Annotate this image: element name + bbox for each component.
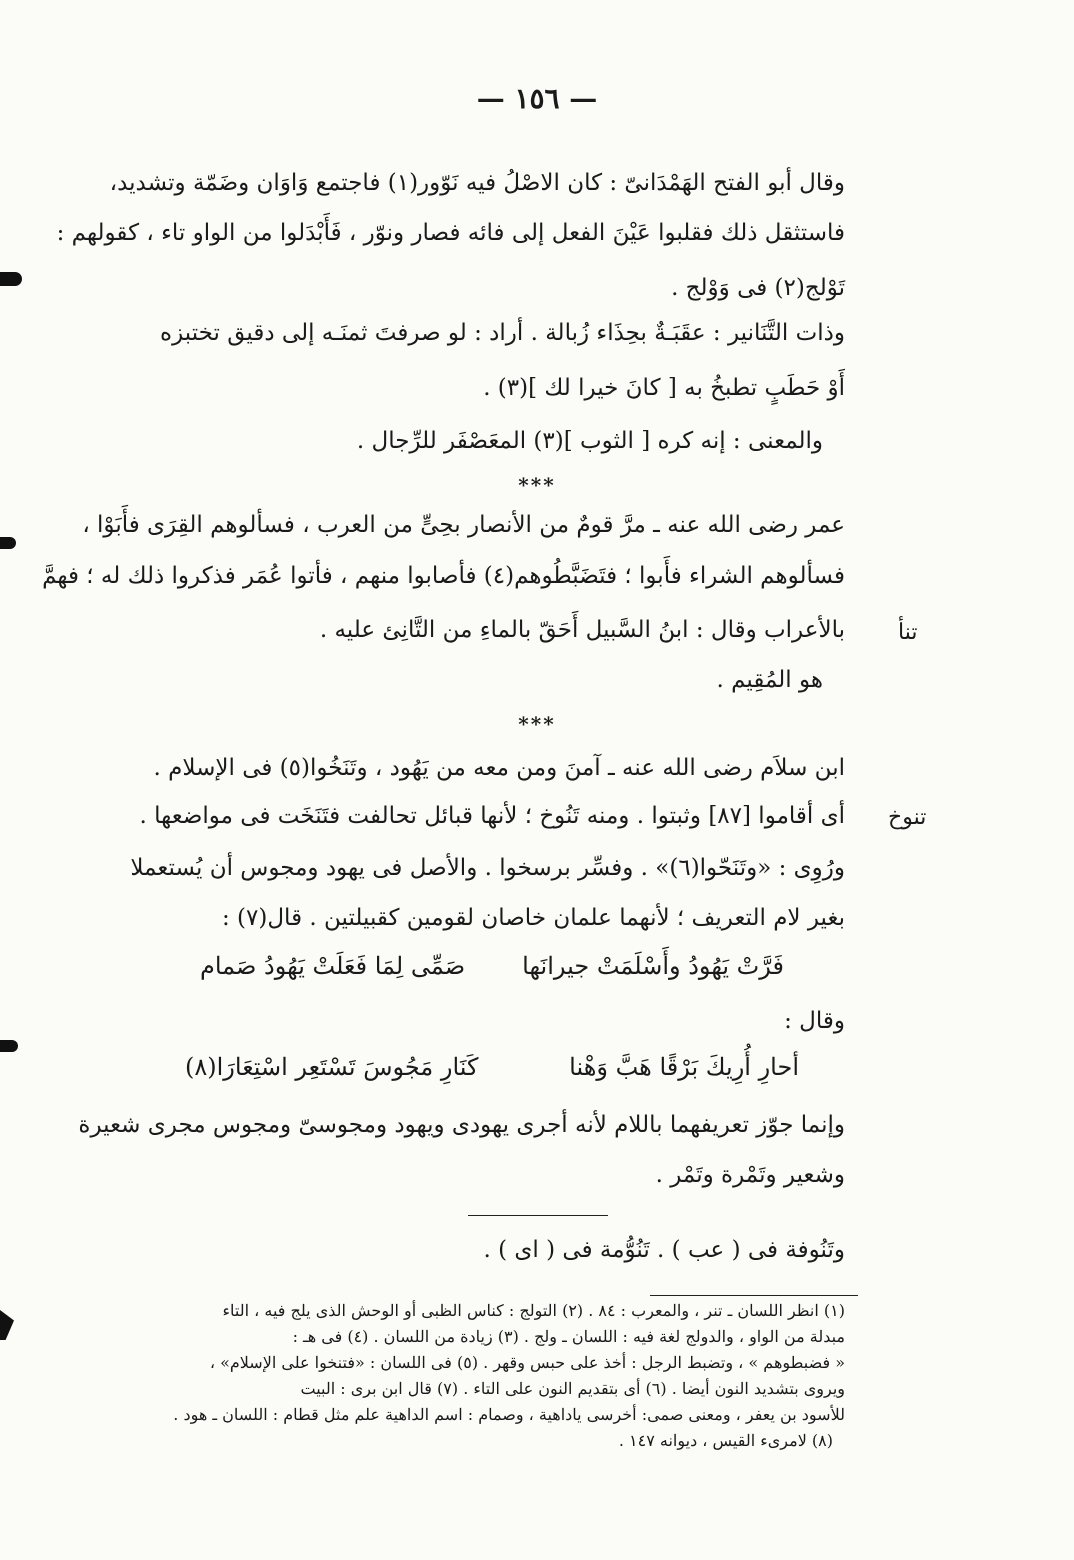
text-line: عمر رضى الله عنه ـ مرَّ قومٌ من الأنصار بحِىٍّ من العرب ، فسألوهم القِرَى فأَبَوْا ، xyxy=(82,512,845,538)
text-line: ورُوِى : «وتَنَحّوا(٦)» . وفسِّر برسخوا . والأصل فى يهود ومجوس أن يُستعملا xyxy=(130,855,845,881)
footnote-line: (١) انظر اللسان ـ تنر ، والمعرب : ٨٤ . (٢) التولج : كناس الظبى أو الوحش الذى يلج فيه ، التاء xyxy=(222,1301,845,1320)
text-line: وتَنُوفة فى ( عب ) . تَنُوُّمة فى ( اى ) . xyxy=(483,1237,845,1263)
margin-mark xyxy=(0,1310,14,1340)
page-number: — ١٥٦ — xyxy=(476,82,598,115)
verse-hemistich: فَرَّتْ يَهُودُ وأَسْلَمَتْ جيرانَها xyxy=(522,952,784,980)
margin-mark xyxy=(0,272,22,286)
margin-mark xyxy=(0,537,16,549)
text-line: تَوْلج(٢) فى وَوْلج . xyxy=(671,275,845,301)
footnotes xyxy=(42,0,845,1560)
footnote-line: للأسود بن يعفر ، ومعنى صمى: أخرسى ياداهية ، وصمام : اسم الداهية علم مثل قطام : اللسان ـ هود . xyxy=(173,1405,845,1424)
text-line: بغير لام التعريف ؛ لأنهما علمان خاصان لقومين كقبيلتين . قال(٧) : xyxy=(221,905,845,931)
text-line: وإنما جوّز تعريفهما باللام لأنه أجرى يهودى ويهود ومجوسىّ ومجوس مجرى شعيرة xyxy=(78,1112,845,1138)
text-line: أى أقاموا [٨٧] وثبتوا . ومنه تَنُوخ ؛ لأنها قبائل تحالفت فتَنَخَت فى مواضعها . xyxy=(139,803,845,829)
text-line: وشعير وتَمْرة وتَمْر . xyxy=(655,1162,845,1188)
text-line: وذات التَّنَانير : عقَبَـةٌ بحِذَاء زُبالة . أراد : لو صرفتَ ثمنَـه إلى دقيق تختبزه xyxy=(160,320,845,346)
text-line: فاستثقل ذلك فقلبوا عَيْنَ الفعل إلى فائه فصار ونوّر ، فَأَبْدَلوا من الواو تاء ، كقولهم : xyxy=(56,220,845,246)
footnote-line: (٨) لامرىء القيس ، ديوانه ١٤٧ . xyxy=(618,1431,833,1450)
text-line: فسألوهم الشراء فأَبوا ؛ فتَضَبَّطُوهم(٤) فأصابوا منهم ، فأتوا عُمَر فذكروا ذلك له ؛ فهمَّ xyxy=(42,563,845,589)
text-line: وقال : xyxy=(784,1008,845,1034)
margin-headword: تنوخ xyxy=(888,805,927,830)
footnote-line: « فضبطوهم » ، وتضبط الرجل : أخذ على حبس وقهر . (٥) فى اللسان : «فتنخوا على الإسلام» ، xyxy=(209,1353,845,1372)
text-line: ابن سلاَم رضى الله عنه ـ آمنَ ومن معه من يَهُود ، وتَنَخُوا(٥) فى الإسلام . xyxy=(153,755,845,781)
verse-hemistich: صَمِّى لِمَا فَعَلَتْ يَهُودُ صَمام xyxy=(200,952,466,980)
text-line: أَوْ حَطَبٍ تطبخُ به [ كانَ خيرا لك ](٣) . xyxy=(483,375,845,401)
footnote-line: مبدلة من الواو ، والدولج لغة فيه : اللسان ـ ولج . (٣) زيادة من اللسان . (٤) فى هـ : xyxy=(292,1327,845,1346)
margin-headword: تنأ xyxy=(898,620,918,645)
margin-mark xyxy=(0,1040,18,1052)
footnote-line: ويروى بتشديد النون أيضا . (٦) أى بتقديم النون على التاء . (٧) قال ابن برى : البيت xyxy=(300,1379,845,1398)
verse-hemistich: كَنَارِ مَجُوسَ تَسْتَعِر اسْتِعَارَا(٨) xyxy=(185,1053,479,1081)
text-line: وقال أبو الفتح الهَمْدَانىّ : كان الاصْلُ فيه نَوّور(١) فاجتمع وَاوَان وضَمّة وتشديد، xyxy=(109,170,845,196)
text-line: بالأعراب وقال : ابنُ السَّبيل أَحَقّ بالماءِ من التَّانِئ عليه . xyxy=(319,617,845,643)
section-separator: *** xyxy=(518,712,556,736)
section-separator: *** xyxy=(518,473,556,497)
text-line: هو المُقِيم . xyxy=(716,667,823,693)
text-line: والمعنى : إنه كره [ الثوب ](٣) المعَصْفَر للرِّجال . xyxy=(356,428,823,454)
verse-hemistich: أحارِ أُرِيكَ بَرْقًا هَبَّ وَهْنا xyxy=(569,1053,799,1081)
